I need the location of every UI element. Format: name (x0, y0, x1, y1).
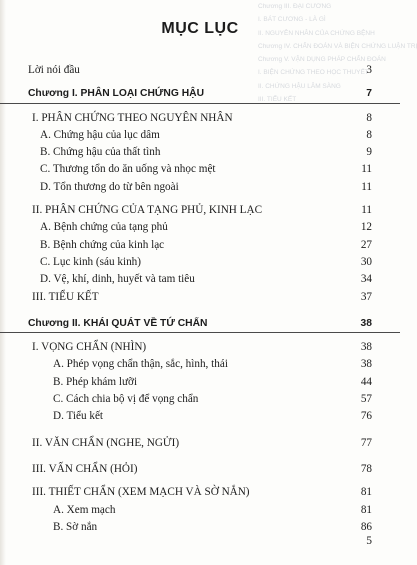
toc-item (0, 237, 400, 254)
toc-section (0, 202, 400, 219)
toc-page-number: 86 (360, 520, 372, 533)
toc-item (0, 356, 400, 373)
table-of-contents (0, 62, 400, 536)
toc-item (0, 179, 400, 196)
toc-label: Chương II. KHÁI QUÁT VỀ TỨ CHẨN (28, 317, 208, 329)
toc-section (0, 461, 400, 478)
toc-page-number: 38 (360, 358, 372, 371)
toc-section (0, 289, 400, 306)
toc-label: D. Tổn thương do từ bên ngoài (40, 180, 179, 193)
toc-page-number: 76 (360, 410, 372, 423)
toc-item (0, 271, 400, 288)
toc-label: A. Chứng hậu của lục dâm (40, 128, 160, 141)
toc-label: III. VẤN CHẨN (HỎI) (32, 462, 138, 475)
toc-item (0, 144, 400, 161)
toc-section (0, 435, 400, 452)
toc-label: A. Bệnh chứng của tạng phủ (40, 221, 168, 234)
toc-label: C. Cách chia bộ vị để vọng chẩn (53, 393, 199, 406)
page-number: 5 (366, 535, 372, 547)
toc-page-number: 11 (361, 180, 372, 193)
toc-page-number: 30 (360, 255, 372, 268)
toc-page-number: 8 (366, 128, 372, 141)
toc-page-number: 7 (366, 88, 372, 100)
toc-page-number: 12 (360, 221, 372, 234)
toc-label: C. Lục kinh (sáu kinh) (40, 255, 141, 268)
toc-chapter-1 (0, 85, 400, 103)
bleed-through-text: Chương III. ĐẠI CƯƠNG I. BÁT CƯƠNG - LÀ GÌ II. NGUYÊN NHÂN CỦA CHỨNG BỆNH Chương IV. CHẨN ĐOÁN VÀ BIỆN CHỨNG LUẬN TRỊ Chương V. VẬN DỤNG PHÁP CHẨN ĐOÁN I. BIỆN CHỨNG THEO HỌC THUYẾT II. CHỨNG HẬU LÂM SÀNG III. TIỂU KẾT (258, 3, 417, 104)
toc-label: B. Bệnh chứng của kinh lạc (40, 238, 165, 251)
toc-chapter-2 (0, 315, 400, 333)
toc-label: B. Sờ nắn (53, 520, 98, 533)
toc-section (0, 484, 400, 501)
toc-section (0, 110, 400, 127)
toc-item (0, 254, 400, 271)
toc-item (0, 391, 400, 408)
toc-item (0, 219, 400, 236)
toc-page-number: 9 (366, 146, 372, 159)
toc-page-number: 3 (366, 64, 372, 76)
toc-section (0, 339, 400, 356)
toc-item (0, 519, 400, 536)
toc-label: B. Chứng hậu của thất tình (40, 146, 161, 159)
toc-page-number: 81 (360, 486, 372, 499)
toc-label: A. Xem mạch (53, 503, 116, 516)
toc-label: I. PHÂN CHỨNG THEO NGUYÊN NHÂN (32, 111, 233, 124)
toc-label: B. Phép khám lưỡi (53, 375, 138, 388)
toc-page-number: 11 (361, 163, 372, 176)
toc-label: D. Vệ, khí, dinh, huyết và tam tiêu (40, 273, 195, 286)
toc-page-number: 27 (360, 238, 372, 251)
page-title: MỤC LỤC (161, 20, 239, 37)
toc-label: A. Phép vọng chẩn thận, sắc, hình, thái (53, 358, 228, 371)
toc-page-number: 37 (360, 290, 372, 303)
toc-page-number: 38 (360, 341, 372, 354)
toc-label: II. VĂN CHẨN (NGHE, NGỬI) (32, 436, 180, 449)
toc-page-number: 44 (360, 375, 372, 388)
toc-label: Chương I. PHÂN LOẠI CHỨNG HẬU (28, 88, 205, 100)
toc-entry-preface (0, 62, 400, 79)
toc-item (0, 374, 400, 391)
toc-item (0, 502, 400, 519)
toc-label: C. Thương tổn do ăn uống và nhọc mệt (40, 163, 216, 176)
toc-page-number: 78 (360, 462, 372, 475)
toc-page-number: 38 (360, 317, 372, 329)
toc-page-number: 81 (360, 503, 372, 516)
toc-page-number: 77 (360, 436, 372, 449)
toc-label: D. Tiểu kết (53, 410, 104, 423)
toc-item (0, 408, 400, 425)
toc-page-number: 8 (366, 111, 372, 124)
toc-label: Lời nói đầu (28, 64, 80, 76)
toc-page-number: 11 (361, 204, 372, 217)
toc-item (0, 127, 400, 144)
toc-label: II. PHÂN CHỨNG CỦA TẠNG PHỦ, KINH LẠC (32, 204, 263, 217)
toc-item (0, 161, 400, 178)
toc-label: III. TIỂU KẾT (32, 290, 99, 303)
toc-label: I. VỌNG CHẨN (NHÌN) (32, 341, 147, 354)
toc-label: III. THIẾT CHẨN (XEM MẠCH VÀ SỜ NẮN) (32, 486, 250, 499)
toc-page-number: 57 (360, 393, 372, 406)
toc-page-number: 34 (360, 273, 372, 286)
